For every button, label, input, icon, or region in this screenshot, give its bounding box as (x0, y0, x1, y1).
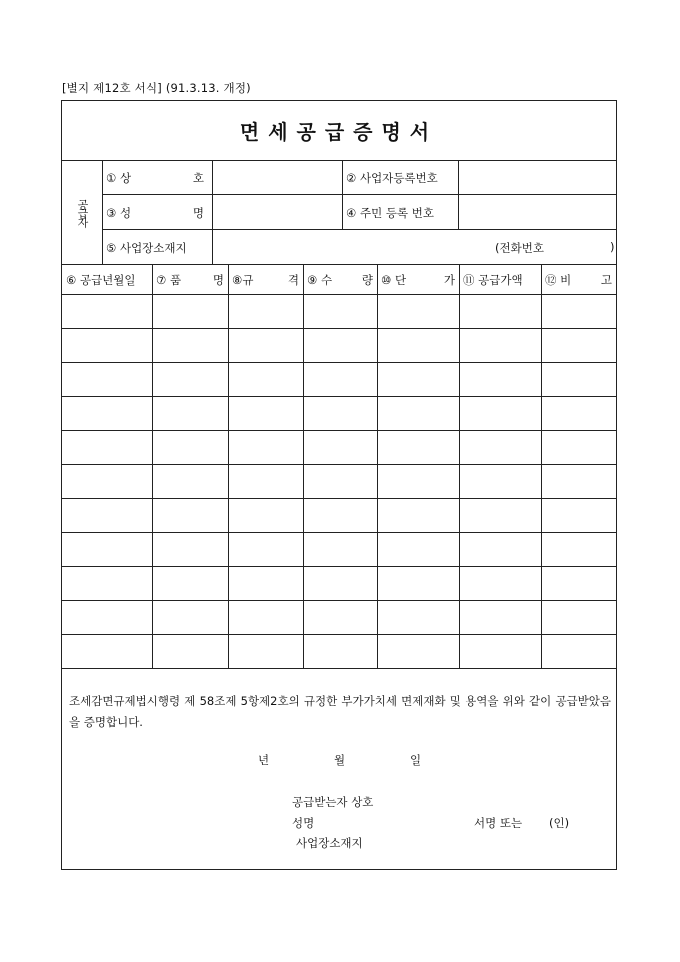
table-cell[interactable] (460, 431, 541, 464)
table-cell[interactable] (153, 567, 228, 600)
table-cell[interactable] (153, 499, 228, 532)
table-cell[interactable] (153, 329, 228, 362)
supplier-divider (342, 160, 343, 230)
table-cell[interactable] (460, 363, 541, 396)
address-field[interactable] (213, 230, 616, 264)
table-cell[interactable] (63, 567, 152, 600)
table-cell[interactable] (229, 329, 303, 362)
col-header-remarks: ⑫ 비 고 (545, 272, 612, 287)
table-cell[interactable] (304, 431, 377, 464)
table-cell[interactable] (542, 295, 616, 328)
table-cell[interactable] (542, 635, 616, 668)
table-cell[interactable] (63, 635, 152, 668)
table-cell[interactable] (460, 635, 541, 668)
name-label: ③ 성 명 (106, 206, 204, 220)
biz-reg-no-field[interactable] (459, 161, 616, 194)
col-header-supply-date: ⑥ 공급년월일 (66, 272, 136, 287)
table-cell[interactable] (378, 431, 459, 464)
recipient-address-label: 사업장소재지 (296, 836, 363, 850)
table-cell[interactable] (229, 567, 303, 600)
table-cell[interactable] (460, 397, 541, 430)
table-cell[interactable] (304, 397, 377, 430)
table-cell[interactable] (378, 635, 459, 668)
table-cell[interactable] (542, 397, 616, 430)
table-cell[interactable] (542, 431, 616, 464)
table-cell[interactable] (63, 397, 152, 430)
signature-label: 서명 또는 (474, 816, 523, 830)
table-cell[interactable] (542, 601, 616, 634)
table-cell[interactable] (378, 499, 459, 532)
table-cell[interactable] (153, 635, 228, 668)
table-cell[interactable] (153, 295, 228, 328)
table-cell[interactable] (63, 533, 152, 566)
table-cell[interactable] (63, 295, 152, 328)
trade-name-field[interactable] (213, 161, 341, 194)
title-row (62, 101, 616, 161)
table-cell[interactable] (460, 465, 541, 498)
table-cell[interactable] (304, 329, 377, 362)
table-cell[interactable] (153, 601, 228, 634)
resident-no-label: ④ 주민 등록 번호 (346, 206, 434, 220)
resident-no-field[interactable] (459, 195, 616, 229)
table-cell[interactable] (63, 465, 152, 498)
table-cell[interactable] (542, 329, 616, 362)
date-month-label: 월 (334, 753, 346, 767)
table-cell[interactable] (378, 363, 459, 396)
table-cell[interactable] (304, 465, 377, 498)
table-cell[interactable] (304, 567, 377, 600)
table-cell[interactable] (460, 329, 541, 362)
table-cell[interactable] (153, 363, 228, 396)
supplier-section-label: 공급자 (76, 198, 89, 226)
table-cell[interactable] (153, 533, 228, 566)
table-cell[interactable] (378, 601, 459, 634)
table-cell[interactable] (378, 533, 459, 566)
col-header-spec: ⑧규 격 (232, 272, 299, 287)
table-cell[interactable] (153, 431, 228, 464)
table-cell[interactable] (229, 635, 303, 668)
table-cell[interactable] (63, 499, 152, 532)
trade-name-label: ① 상 호 (106, 171, 204, 185)
table-cell[interactable] (229, 601, 303, 634)
table-cell[interactable] (460, 601, 541, 634)
table-cell[interactable] (229, 465, 303, 498)
col-header-quantity: ⑨ 수 량 (307, 272, 373, 287)
table-cell[interactable] (304, 499, 377, 532)
table-cell[interactable] (63, 363, 152, 396)
table-cell[interactable] (229, 499, 303, 532)
table-cell[interactable] (63, 329, 152, 362)
table-cell[interactable] (460, 499, 541, 532)
phone-label: (전화번호 (495, 241, 544, 255)
date-day-label: 일 (410, 753, 422, 767)
declaration-text: 조세감면규제법시행령 제 58조제 5항제2호의 규정한 부가가치세 면제재화 및 용역을 위와 같이 공급받았음을 증명합니다. (69, 694, 611, 729)
col-header-unit-price: ⑩ 단 가 (381, 272, 455, 287)
form-title: 면세공급증명서 (239, 120, 439, 144)
table-cell[interactable] (229, 397, 303, 430)
table-cell[interactable] (378, 397, 459, 430)
certificate-form (61, 100, 617, 870)
table-cell[interactable] (153, 465, 228, 498)
table-cell[interactable] (542, 533, 616, 566)
table-cell[interactable] (542, 465, 616, 498)
col-header-item-name: ⑦ 품 명 (156, 272, 224, 287)
table-cell[interactable] (153, 397, 228, 430)
supplier-divider (102, 160, 103, 265)
table-cell[interactable] (304, 363, 377, 396)
table-cell[interactable] (378, 329, 459, 362)
table-cell[interactable] (63, 601, 152, 634)
name-field[interactable] (213, 195, 341, 229)
table-cell[interactable] (304, 635, 377, 668)
table-cell[interactable] (460, 295, 541, 328)
table-cell[interactable] (542, 567, 616, 600)
form-number-label: [별지 제12호 서식] (91.3.13. 개정) (62, 81, 251, 95)
date-year-label: 년 (258, 753, 270, 767)
table-cell[interactable] (229, 431, 303, 464)
table-cell[interactable] (378, 567, 459, 600)
address-label: ⑤ 사업장소재지 (106, 241, 187, 255)
phone-close: ) (610, 240, 615, 254)
table-cell[interactable] (63, 431, 152, 464)
table-cell[interactable] (304, 533, 377, 566)
recipient-name-label: 성명 (292, 816, 315, 830)
col-header-supply-amount: ⑪ 공급가액 (463, 272, 523, 287)
table-cell[interactable] (229, 295, 303, 328)
table-cell[interactable] (229, 363, 303, 396)
table-cell[interactable] (304, 295, 377, 328)
table-cell[interactable] (460, 533, 541, 566)
biz-reg-no-label: ② 사업자등록번호 (346, 171, 438, 185)
table-cell[interactable] (378, 465, 459, 498)
table-cell[interactable] (378, 295, 459, 328)
table-cell[interactable] (304, 601, 377, 634)
table-cell[interactable] (542, 363, 616, 396)
recipient-trade-name-label: 공급받는자 상호 (292, 795, 374, 809)
seal-label: (인) (549, 816, 570, 830)
table-cell[interactable] (229, 533, 303, 566)
table-row-line (62, 668, 616, 669)
table-cell[interactable] (460, 567, 541, 600)
table-cell[interactable] (542, 499, 616, 532)
